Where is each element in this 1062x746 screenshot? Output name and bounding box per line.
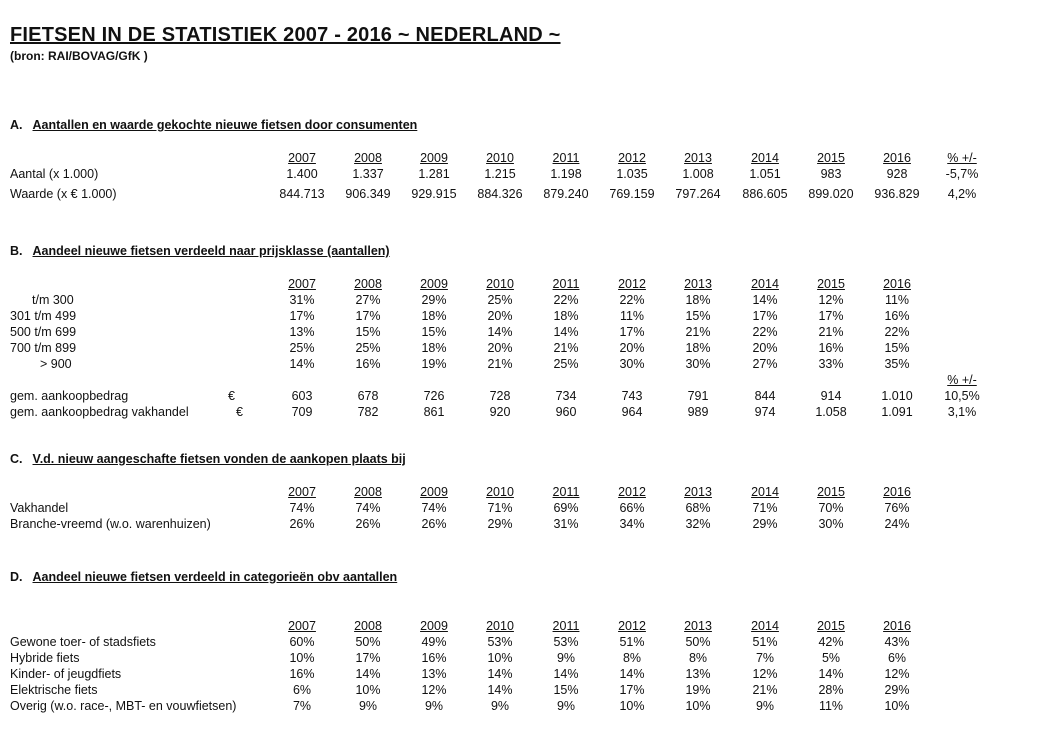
year-header-2010: 2010: [486, 619, 514, 633]
row-label: Hybride fiets: [10, 651, 80, 665]
pct-change-cell: -5,7%: [945, 167, 979, 181]
table-row: [0, 388, 1062, 404]
year-header-2007: 2007: [288, 151, 316, 165]
value-cell-2015: 30%: [818, 517, 844, 531]
year-header-2012: 2012: [618, 619, 646, 633]
value-cell-2008: 10%: [355, 683, 381, 697]
value-cell-2013: 8%: [688, 651, 708, 665]
section-title: Aandeel nieuwe fietsen verdeeld in categorieën obv aantallen: [32, 570, 398, 584]
value-cell-2013: 68%: [685, 501, 711, 515]
value-cell-2016: 24%: [884, 517, 910, 531]
value-cell-2016: 16%: [884, 309, 910, 323]
value-cell-2008: 17%: [355, 651, 381, 665]
value-cell-2007: 6%: [292, 683, 312, 697]
value-cell-2015: 11%: [818, 699, 844, 713]
value-cell-2012: 51%: [619, 635, 645, 649]
value-cell-2007: 31%: [289, 293, 315, 307]
value-cell-2008: 1.337: [352, 167, 384, 181]
value-cell-2014: 12%: [752, 667, 778, 681]
value-cell-2010: 71%: [487, 501, 513, 515]
year-header-2015: 2015: [817, 485, 845, 499]
value-cell-2008: 26%: [355, 517, 381, 531]
value-cell-2012: 14%: [619, 667, 645, 681]
euro-symbol: €: [236, 405, 243, 419]
value-cell-2008: 15%: [355, 325, 381, 339]
year-header-2016: 2016: [883, 151, 911, 165]
table-row: [0, 186, 1062, 202]
year-header-2014: 2014: [751, 277, 779, 291]
year-header-2008: 2008: [354, 485, 382, 499]
value-cell-2013: 13%: [685, 667, 711, 681]
value-cell-2015: 1.058: [815, 405, 847, 419]
value-cell-2011: 25%: [553, 357, 579, 371]
section-heading: [10, 244, 390, 258]
section-letter: D.: [10, 570, 23, 584]
value-cell-2007: 16%: [289, 667, 315, 681]
value-cell-2015: 14%: [818, 667, 844, 681]
value-cell-2010: 728: [489, 389, 511, 403]
value-cell-2011: 18%: [553, 309, 579, 323]
value-cell-2010: 884.326: [477, 187, 523, 201]
value-cell-2012: 22%: [619, 293, 645, 307]
year-header-2011: 2011: [552, 277, 580, 291]
value-cell-2008: 17%: [355, 309, 381, 323]
section-heading: [10, 452, 406, 466]
value-cell-2012: 8%: [622, 651, 642, 665]
year-header-2012: 2012: [618, 277, 646, 291]
value-cell-2013: 32%: [685, 517, 711, 531]
value-cell-2007: 1.400: [286, 167, 318, 181]
value-cell-2011: 879.240: [543, 187, 589, 201]
year-header-2012: 2012: [618, 485, 646, 499]
row-label: Kinder- of jeugdfiets: [10, 667, 122, 681]
year-header-2011: 2011: [552, 151, 580, 165]
value-cell-2015: 5%: [821, 651, 841, 665]
value-cell-2012: 10%: [619, 699, 645, 713]
value-cell-2010: 920: [489, 405, 511, 419]
row-label: Vakhandel: [10, 501, 69, 515]
value-cell-2015: 17%: [818, 309, 844, 323]
value-cell-2016: 6%: [887, 651, 907, 665]
value-cell-2007: 25%: [289, 341, 315, 355]
year-header-2008: 2008: [354, 151, 382, 165]
value-cell-2013: 50%: [685, 635, 711, 649]
value-cell-2008: 25%: [355, 341, 381, 355]
value-cell-2016: 12%: [884, 667, 910, 681]
year-header-2015: 2015: [817, 277, 845, 291]
value-cell-2012: 964: [621, 405, 643, 419]
table-row: [0, 308, 1062, 324]
value-cell-2008: 14%: [355, 667, 381, 681]
row-label: t/m 300: [32, 293, 74, 307]
value-cell-2014: 29%: [752, 517, 778, 531]
value-cell-2016: 35%: [884, 357, 910, 371]
value-cell-2014: 886.605: [742, 187, 788, 201]
value-cell-2015: 33%: [818, 357, 844, 371]
value-cell-2014: 17%: [752, 309, 778, 323]
value-cell-2014: 1.051: [749, 167, 781, 181]
value-cell-2014: 22%: [752, 325, 778, 339]
value-cell-2010: 10%: [487, 651, 513, 665]
value-cell-2013: 21%: [685, 325, 711, 339]
value-cell-2012: 17%: [619, 683, 645, 697]
value-cell-2016: 928: [886, 167, 908, 181]
value-cell-2015: 914: [820, 389, 842, 403]
value-cell-2009: 12%: [421, 683, 447, 697]
value-cell-2012: 1.035: [616, 167, 648, 181]
value-cell-2010: 29%: [487, 517, 513, 531]
year-header-row: [0, 276, 1062, 292]
year-header-2009: 2009: [420, 151, 448, 165]
value-cell-2015: 12%: [818, 293, 844, 307]
value-cell-2007: 844.713: [279, 187, 325, 201]
value-cell-2016: 936.829: [874, 187, 920, 201]
year-header-2009: 2009: [420, 277, 448, 291]
value-cell-2007: 13%: [289, 325, 315, 339]
value-cell-2007: 60%: [289, 635, 315, 649]
year-header-row: [0, 484, 1062, 500]
value-cell-2008: 678: [357, 389, 379, 403]
value-cell-2007: 709: [291, 405, 313, 419]
value-cell-2010: 20%: [487, 341, 513, 355]
value-cell-2009: 49%: [421, 635, 447, 649]
value-cell-2013: 989: [687, 405, 709, 419]
section-letter: C.: [10, 452, 23, 466]
value-cell-2007: 14%: [289, 357, 315, 371]
value-cell-2013: 18%: [685, 341, 711, 355]
table-row: [0, 292, 1062, 308]
pct-change-cell: 4,2%: [947, 187, 977, 201]
year-header-2014: 2014: [751, 485, 779, 499]
value-cell-2015: 16%: [818, 341, 844, 355]
value-cell-2009: 18%: [421, 309, 447, 323]
value-cell-2012: 66%: [619, 501, 645, 515]
year-header-2013: 2013: [684, 151, 712, 165]
value-cell-2007: 26%: [289, 517, 315, 531]
value-cell-2008: 74%: [355, 501, 381, 515]
section-heading: [10, 570, 397, 584]
section-heading: [10, 118, 417, 132]
value-cell-2008: 782: [357, 405, 379, 419]
value-cell-2008: 9%: [358, 699, 378, 713]
value-cell-2014: 7%: [755, 651, 775, 665]
source-note: (bron: RAI/BOVAG/GfK ): [10, 49, 148, 63]
value-cell-2011: 69%: [553, 501, 579, 515]
value-cell-2009: 19%: [421, 357, 447, 371]
value-cell-2016: 15%: [884, 341, 910, 355]
value-cell-2014: 27%: [752, 357, 778, 371]
table-row: [0, 340, 1062, 356]
table-row: [0, 682, 1062, 698]
row-label: Aantal (x 1.000): [10, 167, 99, 181]
year-header-2010: 2010: [486, 485, 514, 499]
value-cell-2013: 797.264: [675, 187, 721, 201]
value-cell-2012: 20%: [619, 341, 645, 355]
value-cell-2014: 844: [754, 389, 776, 403]
value-cell-2013: 18%: [685, 293, 711, 307]
year-header-2013: 2013: [684, 277, 712, 291]
value-cell-2013: 15%: [685, 309, 711, 323]
table-row: [0, 500, 1062, 516]
value-cell-2009: 726: [423, 389, 445, 403]
row-label: 700 t/m 899: [10, 341, 77, 355]
value-cell-2011: 31%: [553, 517, 579, 531]
pct-change-header: % +/-: [947, 373, 977, 387]
value-cell-2014: 71%: [752, 501, 778, 515]
table-row: [0, 634, 1062, 650]
value-cell-2009: 13%: [421, 667, 447, 681]
value-cell-2014: 9%: [755, 699, 775, 713]
year-header-2016: 2016: [883, 619, 911, 633]
table-row: [0, 404, 1062, 420]
value-cell-2011: 960: [555, 405, 577, 419]
year-header-2016: 2016: [883, 277, 911, 291]
value-cell-2012: 11%: [619, 309, 645, 323]
value-cell-2013: 19%: [685, 683, 711, 697]
year-header-2014: 2014: [751, 619, 779, 633]
value-cell-2015: 21%: [818, 325, 844, 339]
section-title: V.d. nieuw aangeschafte fietsen vonden de aankopen plaats bij: [32, 452, 406, 466]
table-row: [0, 324, 1062, 340]
year-header-2015: 2015: [817, 619, 845, 633]
value-cell-2010: 20%: [487, 309, 513, 323]
value-cell-2012: 769.159: [609, 187, 655, 201]
value-cell-2012: 743: [621, 389, 643, 403]
row-label: Overig (w.o. race-, MBT- en vouwfietsen): [10, 699, 237, 713]
year-header-2007: 2007: [288, 277, 316, 291]
table-row: [0, 666, 1062, 682]
year-header-2014: 2014: [751, 151, 779, 165]
row-label: gem. aankoopbedrag vakhandel: [10, 405, 189, 419]
year-header-2012: 2012: [618, 151, 646, 165]
value-cell-2009: 16%: [421, 651, 447, 665]
value-cell-2016: 1.010: [881, 389, 913, 403]
euro-symbol: €: [228, 389, 235, 403]
value-cell-2007: 74%: [289, 501, 315, 515]
value-cell-2016: 29%: [884, 683, 910, 697]
value-cell-2009: 929.915: [411, 187, 457, 201]
table-row: [0, 698, 1062, 714]
row-label: Gewone toer- of stadsfiets: [10, 635, 156, 649]
value-cell-2014: 14%: [752, 293, 778, 307]
table-row: [0, 166, 1062, 182]
value-cell-2012: 17%: [619, 325, 645, 339]
value-cell-2007: 7%: [292, 699, 312, 713]
value-cell-2010: 14%: [487, 325, 513, 339]
value-cell-2014: 974: [754, 405, 776, 419]
value-cell-2013: 1.008: [682, 167, 714, 181]
value-cell-2008: 50%: [355, 635, 381, 649]
value-cell-2009: 861: [423, 405, 445, 419]
value-cell-2010: 1.215: [484, 167, 516, 181]
value-cell-2011: 15%: [553, 683, 579, 697]
year-header-2009: 2009: [420, 485, 448, 499]
year-header-2009: 2009: [420, 619, 448, 633]
row-label: > 900: [40, 357, 72, 371]
year-header-2015: 2015: [817, 151, 845, 165]
value-cell-2015: 70%: [818, 501, 844, 515]
section-letter: B.: [10, 244, 23, 258]
value-cell-2016: 43%: [884, 635, 910, 649]
value-cell-2013: 30%: [685, 357, 711, 371]
year-header-2016: 2016: [883, 485, 911, 499]
year-header-2010: 2010: [486, 151, 514, 165]
year-header-row: [0, 150, 1062, 166]
value-cell-2014: 51%: [752, 635, 778, 649]
table-row: [0, 356, 1062, 372]
value-cell-2012: 30%: [619, 357, 645, 371]
table-row: [0, 650, 1062, 666]
row-label: 500 t/m 699: [10, 325, 77, 339]
value-cell-2009: 26%: [421, 517, 447, 531]
value-cell-2008: 16%: [355, 357, 381, 371]
value-cell-2011: 9%: [556, 699, 576, 713]
value-cell-2016: 22%: [884, 325, 910, 339]
section-title: Aantallen en waarde gekochte nieuwe fietsen door consumenten: [32, 118, 418, 132]
value-cell-2016: 11%: [884, 293, 910, 307]
value-cell-2015: 42%: [818, 635, 844, 649]
value-cell-2009: 1.281: [418, 167, 450, 181]
value-cell-2015: 28%: [818, 683, 844, 697]
value-cell-2016: 1.091: [881, 405, 913, 419]
value-cell-2011: 9%: [556, 651, 576, 665]
row-label: gem. aankoopbedrag: [10, 389, 129, 403]
row-label: Branche-vreemd (w.o. warenhuizen): [10, 517, 211, 531]
value-cell-2011: 1.198: [550, 167, 582, 181]
year-header-2008: 2008: [354, 619, 382, 633]
value-cell-2010: 14%: [487, 683, 513, 697]
section-letter: A.: [10, 118, 23, 132]
value-cell-2007: 10%: [289, 651, 315, 665]
year-header-2010: 2010: [486, 277, 514, 291]
row-label: Waarde (x € 1.000): [10, 187, 117, 201]
year-header-2013: 2013: [684, 485, 712, 499]
value-cell-2009: 18%: [421, 341, 447, 355]
value-cell-2013: 791: [687, 389, 709, 403]
value-cell-2016: 76%: [884, 501, 910, 515]
year-header-2011: 2011: [552, 619, 580, 633]
year-header-2007: 2007: [288, 485, 316, 499]
value-cell-2011: 14%: [553, 667, 579, 681]
value-cell-2007: 17%: [289, 309, 315, 323]
value-cell-2014: 20%: [752, 341, 778, 355]
value-cell-2007: 603: [291, 389, 313, 403]
value-cell-2015: 983: [820, 167, 842, 181]
row-label: Elektrische fiets: [10, 683, 98, 697]
pct-change-cell: 10,5%: [944, 389, 980, 403]
value-cell-2010: 14%: [487, 667, 513, 681]
value-cell-2008: 27%: [355, 293, 381, 307]
value-cell-2011: 21%: [553, 341, 579, 355]
pct-change-header: % +/-: [947, 151, 977, 165]
row-label: 301 t/m 499: [10, 309, 77, 323]
value-cell-2013: 10%: [685, 699, 711, 713]
value-cell-2009: 74%: [421, 501, 447, 515]
value-cell-2010: 9%: [490, 699, 510, 713]
value-cell-2011: 53%: [553, 635, 579, 649]
pct-change-header-row: [0, 372, 1062, 388]
value-cell-2011: 734: [555, 389, 577, 403]
year-header-2013: 2013: [684, 619, 712, 633]
section-title: Aandeel nieuwe fietsen verdeeld naar prijsklasse (aantallen): [32, 244, 390, 258]
page-title: FIETSEN IN DE STATISTIEK 2007 - 2016 ~ NEDERLAND ~: [10, 24, 561, 46]
value-cell-2011: 22%: [553, 293, 579, 307]
year-header-row: [0, 618, 1062, 634]
value-cell-2009: 9%: [424, 699, 444, 713]
value-cell-2012: 34%: [619, 517, 645, 531]
year-header-2007: 2007: [288, 619, 316, 633]
value-cell-2016: 10%: [884, 699, 910, 713]
value-cell-2015: 899.020: [808, 187, 854, 201]
value-cell-2009: 29%: [421, 293, 447, 307]
table-row: [0, 516, 1062, 532]
value-cell-2011: 14%: [553, 325, 579, 339]
value-cell-2014: 21%: [752, 683, 778, 697]
pct-change-cell: 3,1%: [947, 405, 977, 419]
value-cell-2009: 15%: [421, 325, 447, 339]
year-header-2008: 2008: [354, 277, 382, 291]
year-header-2011: 2011: [552, 485, 580, 499]
value-cell-2010: 21%: [487, 357, 513, 371]
value-cell-2010: 53%: [487, 635, 513, 649]
value-cell-2008: 906.349: [345, 187, 391, 201]
value-cell-2010: 25%: [487, 293, 513, 307]
